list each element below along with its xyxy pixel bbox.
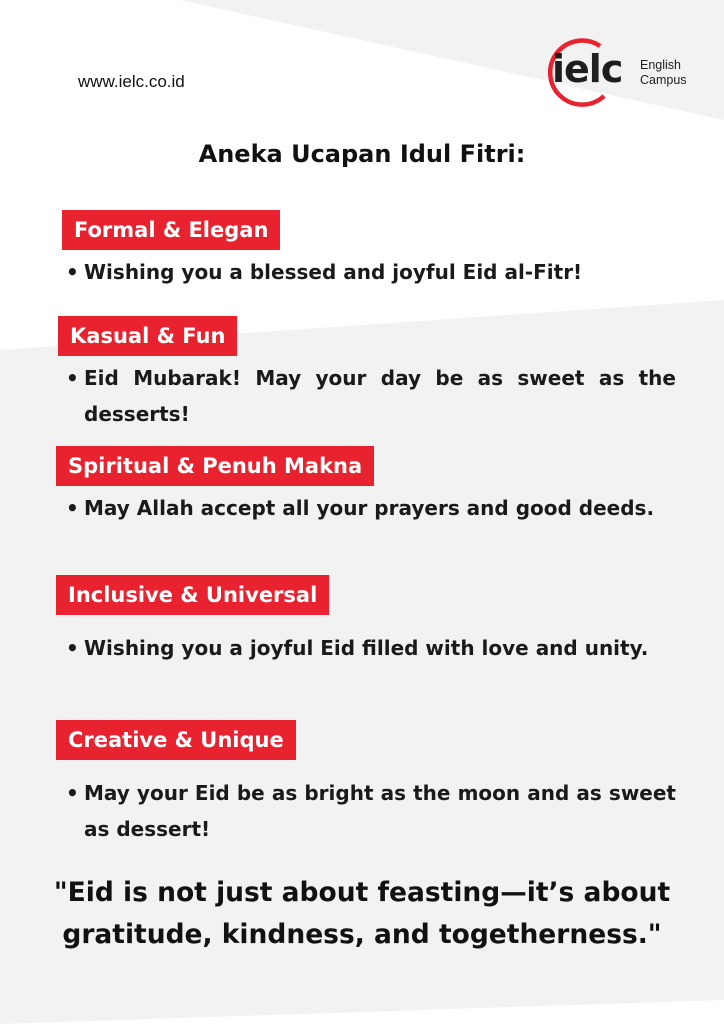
logo-subtitle (640, 58, 687, 88)
bullet-icon: • (66, 781, 79, 805)
category-label-inclusive: Inclusive & Universal (56, 575, 329, 615)
list-item-casual (66, 360, 676, 432)
logo-wordmark: ielc (552, 47, 623, 91)
list-item-formal (66, 254, 676, 290)
category-label-formal: Formal & Elegan (62, 210, 280, 250)
bullet-icon: • (66, 496, 79, 520)
greeting-text: Wishing you a joyful Eid filled with love and unity. (84, 636, 649, 660)
ielc-logo (538, 36, 708, 108)
greeting-text: May your Eid be as bright as the moon and as sweet as dessert! (84, 781, 676, 841)
category-label-spiritual: Spiritual & Penuh Makna (56, 446, 374, 486)
list-item-creative (66, 775, 676, 847)
website-url[interactable]: www.ielc.co.id (78, 72, 185, 91)
list-item-spiritual (66, 490, 676, 526)
bullet-icon: • (66, 366, 79, 390)
logo-line-campus: Campus (640, 73, 687, 87)
logo-line-english: English (640, 58, 681, 72)
list-item-inclusive (66, 630, 676, 666)
greeting-text: Wishing you a blessed and joyful Eid al-Fitr! (84, 260, 583, 284)
greeting-text: Eid Mubarak! May your day be as sweet as the desserts! (84, 366, 676, 426)
category-label-casual: Kasual & Fun (58, 316, 237, 356)
closing-quote: "Eid is not just about feasting—it’s about gratitude, kindness, and togetherness." (53, 877, 671, 950)
category-label-creative: Creative & Unique (56, 720, 296, 760)
greeting-text: May Allah accept all your prayers and good deeds. (84, 496, 655, 520)
bullet-icon: • (66, 260, 79, 284)
page-title: Aneka Ucapan Idul Fitri: (198, 140, 526, 168)
bullet-icon: • (66, 636, 79, 660)
